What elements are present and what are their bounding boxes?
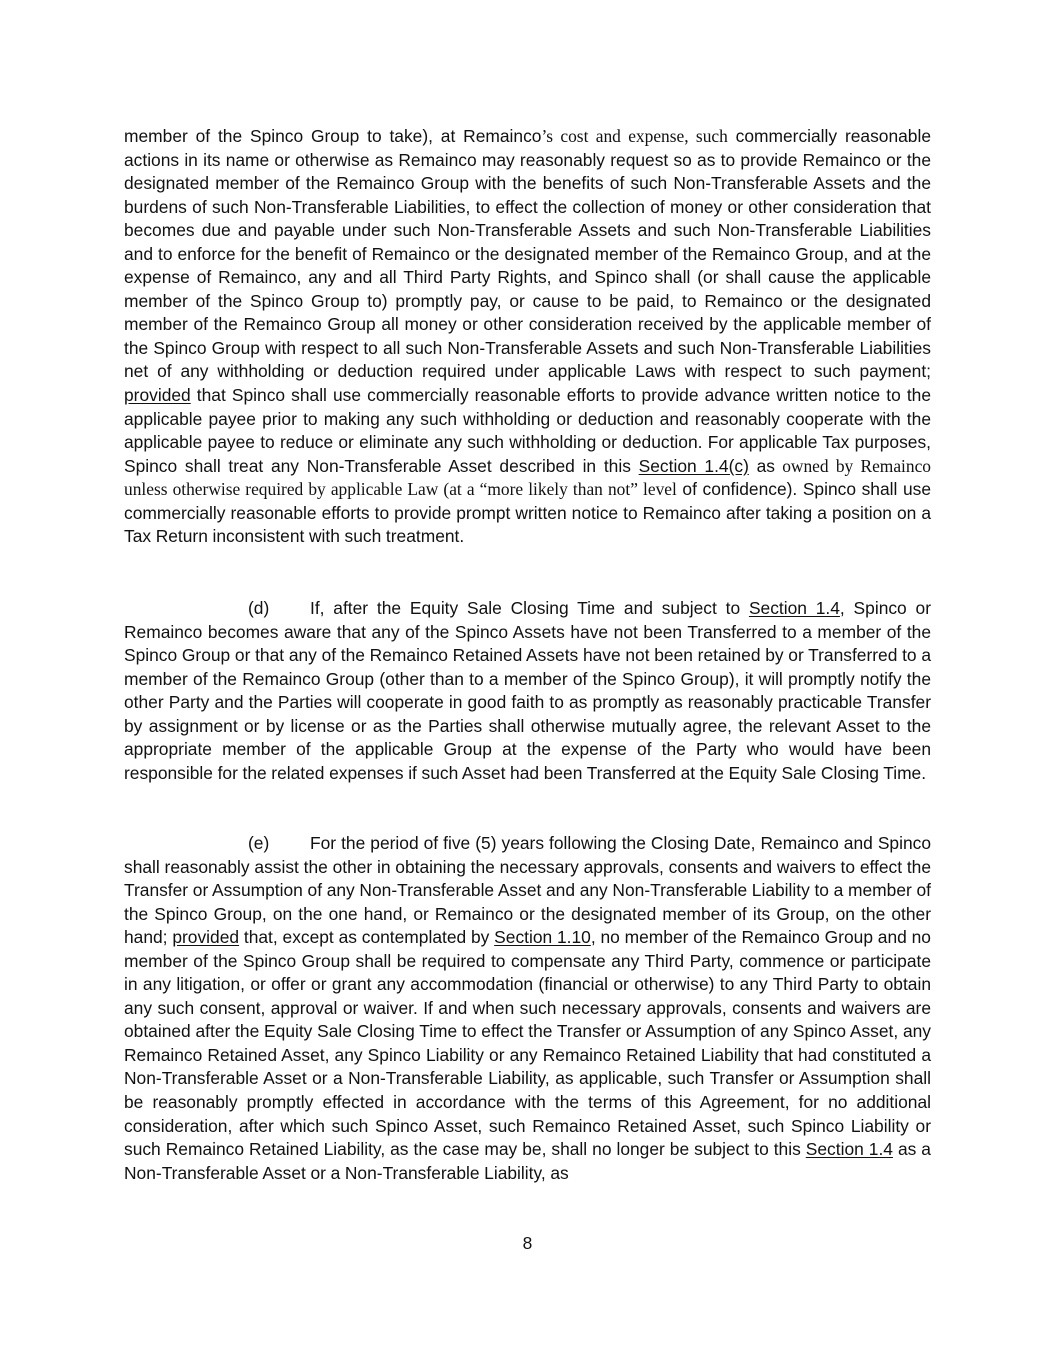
paragraph-e [124, 832, 931, 1185]
section-1-4c-reference: Section 1.4(c) [638, 455, 749, 476]
page-number: 8 [522, 1233, 533, 1253]
text-run: of confidence). Spinco shall use commercially reasonable efforts to provide prompt written notice to Remainco after taking a position on a Tax Return inconsistent with such treatment. [124, 479, 931, 547]
text-run: that, except as contemplated by [239, 927, 495, 948]
text-run: commercially reasonable actions in its name or otherwise as Remainco may reasonably request so as to provide Remainco or the designated member of the Remainco Group with the benefits of such Non-Transferable Assets and the burdens of such Non-Transferable Liabilities, to effect the collection of money or other consideration that becomes due and payable under such Non-Transferable Assets and such Non-Transferable Liabilities and to enforce for the benefit of Remainco or the designated member of the Remainco Group, and at the expense of Remainco, any and all Third Party Rights, and Spinco shall (or shall cause the applicable member of the Spinco Group to) promptly pay, or cause to be paid, to Remainco or the designated member of the Remainco Group all money or other consideration received by the applicable member of the Spinco Group with respect to all such Non-Transferable Assets and such Non-Transferable Liabilities net of any withholding or deduction required under applicable Laws with respect to such payment; [124, 126, 931, 382]
section-1-10-reference: Section 1.10 [494, 927, 591, 948]
text-run: as a Non-Transferable Asset or a Non-Transferable Liability, as [124, 1139, 931, 1183]
paragraph-marker-e: (e) [248, 833, 270, 853]
text-run-serif: ’s cost and expense, such [541, 126, 728, 146]
paragraph-c-continuation [124, 125, 931, 549]
text-run: member of the Spinco Group to take), at Remainco [124, 126, 542, 146]
text-run: , Spinco or Remainco becomes aware that any of the Spinco Assets have not been Transferred to a member of the Spinco Group or that any of the Remainco Retained Assets have not been retained by or Transferred to a member of the Remainco Group (other than to a member of the Spinco Group), it will promptly notify the other Party and the Parties will cooperate in good faith to as promptly as reasonably practicable Transfer by assignment or by license or as the Parties shall otherwise mutually agree, the relevant Asset to the appropriate member of the applicable Group at the expense of the Party who would have been responsible for the related expenses if such Asset had been Transferred at the Equity Sale Closing Time. [124, 598, 931, 783]
text-run: For the period of five (5) years following the Closing Date, Remainco and Spinco shall reasonably assist the other in obtaining the necessary approvals, consents and waivers to effect the Transfer or Assumption of any Non-Transferable Asset and any Non-Transferable Liability to a member of the Spinco Group, on the one hand, or Remainco or the designated member of its Group, on the other hand; [124, 833, 931, 948]
paragraph-d [124, 597, 931, 785]
text-run: as [748, 455, 775, 476]
text-run: that Spinco shall use commercially reasonable efforts to provide advance written notice to the applicable payee prior to making any such withholding or deduction and reasonably cooperate with the applicable payee to reduce or eliminate any such withholding or deduction. For applicable Tax purposes, Spinco shall treat any Non-Transferable Asset described in this [124, 385, 931, 476]
text-run-serif: owned by Remainco unless otherwise required by applicable Law (at a “more likely than not” level [124, 455, 931, 500]
text-run: If, after the Equity Sale Closing Time and subject to [310, 598, 749, 618]
provided-underlined: provided [172, 927, 240, 948]
paragraph-marker-d: (d) [248, 598, 270, 618]
provided-underlined: provided [124, 385, 191, 406]
section-1-4-reference: Section 1.4 [805, 1139, 893, 1160]
text-run: , no member of the Remainco Group and no member of the Spinco Group shall be required to compensate any Third Party, commence or participate in any litigation, or offer or grant any accommodation (financial or otherwise) to any Third Party to obtain any such consent, approval or waiver. If and when such necessary approvals, consents and waivers are obtained after the Equity Sale Closing Time to effect the Transfer or Assumption of any Spinco Asset, any Remainco Retained Asset, any Spinco Liability or any Remainco Retained Liability that had constituted a Non-Transferable Asset or a Non-Transferable Liability, as applicable, such Transfer or Assumption shall be reasonably promptly effected in accordance with the terms of this Agreement, for no additional consideration, after which such Spinco Asset, such Remainco Retained Asset, such Spinco Liability or such Remainco Retained Liability, as the case may be, shall no longer be subject to this [124, 927, 931, 1160]
section-1-4-reference: Section 1.4 [748, 598, 840, 618]
